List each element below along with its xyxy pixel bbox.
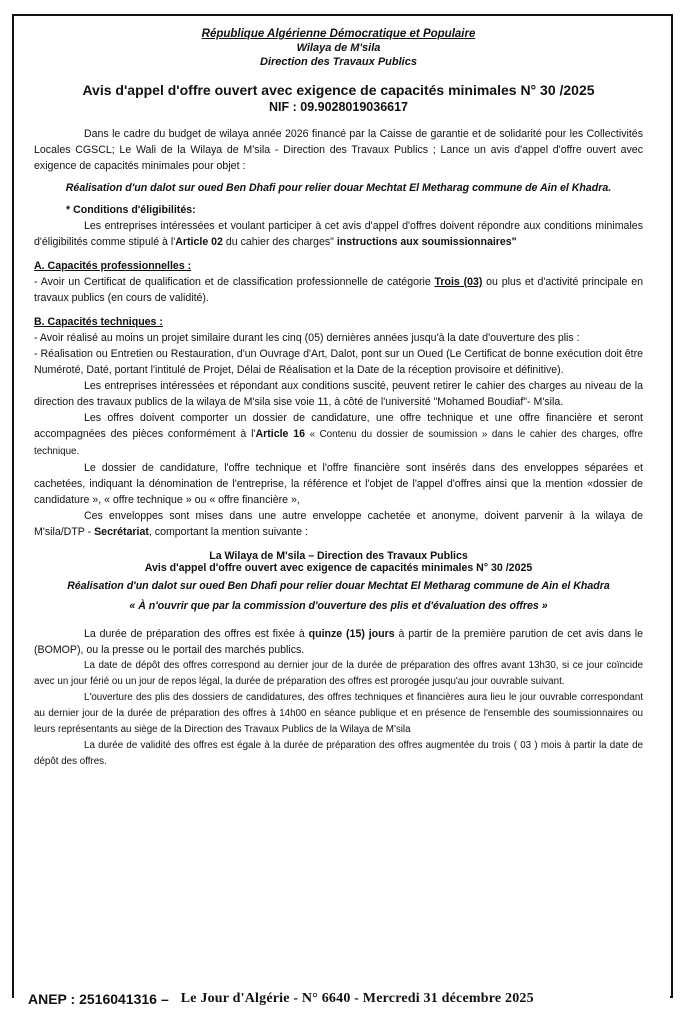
secretariat-label: Secrétariat [94,526,149,538]
deposit-paragraph: La date de dépôt des offres correspond au dernier jour de la durée de préparation des offres avant 13h30, si ce jour coïncide avec un jour férié ou un jour de repos légal, la durée de préparation des offres est prorogée jusqu'au jour ouvrable suivant. [34,660,643,687]
mention-line-2: Avis d'appel d'offre ouvert avec exigence de capacités minimales N° 30 /2025 [144,562,533,574]
republic-header: République Algérienne Démocratique et Populaire [201,28,476,40]
technical-capacities-item-1: - Avoir réalisé au moins un projet similaire durant les cinq (05) dernières années jusqu'à la date d'ouverture des plis : [34,332,580,344]
professional-capacities-text [34,274,643,306]
conditions-mid: du cahier des charges" [222,236,337,248]
notice-title: Avis d'appel d'offre ouvert avec exigence de capacités minimales N° 30 /2025 [82,82,595,98]
cap-pro-category: Trois (03) [434,276,483,288]
withdrawal-paragraph: Les entreprises intéressées et répondant aux conditions suscité, peuvent retirer le cahier des charges au niveau de la direction des travaux publics de la wilaya de M'sila sise voie 11, à côté de l'université "Mohamed Boudiaf"- M'sila. [34,380,643,408]
anonymous-text-b: , comportant la mention suivante : [148,526,308,538]
direction-header: Direction des Travaux Publics [260,56,417,68]
technical-capacities-item-2: - Réalisation ou Entretien ou Restauration, d'un Ouvrage d'Art, Dalot, pont sur un Oued (Le Certificat de bonne exécution doit être Numéroté, Daté, portant l'intitulé de Projet, Délai de Réalisation et la Date de la réception provisoire et définitive). [34,348,643,376]
nif-number: NIF : 09.9028019036617 [269,100,408,114]
project-object: Réalisation d'un dalot sur oued Ben Dhafi pour relier douar Mechtat El Metharag commune de Ain el Khadra. [65,182,612,194]
duration-text-a: La durée de préparation des offres est fixée à [84,628,309,640]
offers-text-b: « Contenu du dossier de soumission » dans le cahier des charges, offre technique. [34,429,644,457]
preparation-duration-paragraph [34,626,643,658]
opening-paragraph: L'ouverture des plis des dossiers de candidatures, des offres techniques et financières aura lieu le jour ouvrable correspondant au dernier jour de la durée de préparation des offres à 14h00 en séance publique et en présence de l'ensemble des soumissionnaires ou leurs représentants au siège de la Direction des Travaux Publics de la Wilaya de M'sila [34,692,643,735]
envelopes-paragraph: Le dossier de candidature, l'offre technique et l'offre financière sont insérés dans des enveloppes séparées et cachetées, indiquant la dénomination de l'entreprise, la référence et l'objet de l'appel d'offres ainsi que la mention «dossier de candidature », « offre technique » ou « offre financière », [34,462,643,506]
cap-pro-text-b: ou plus et d'activité principale en travaux publics (en cours de validité). [34,276,643,304]
duration-days: quinze (15) jours [308,628,395,640]
conditions-instructions: instructions aux soumissionnaires" [336,236,517,248]
anonymous-envelope-paragraph [34,508,643,540]
offers-paragraph [34,410,643,460]
wilaya-header: Wilaya de M'sila [296,42,381,54]
anonymous-text-a: Ces enveloppes sont mises dans une autre enveloppe cachetée et anonyme, doivent parvenir à la wilaya de M'sila/DTP - [34,510,643,538]
offers-article: Article 16 [255,428,306,440]
mention-line-1: La Wilaya de M'sila – Direction des Travaux Publics [209,550,468,562]
conditions-article: Article 02 [175,236,223,248]
technical-capacities-heading: B. Capacités techniques : [34,316,163,328]
validity-paragraph: La durée de validité des offres est égale à la durée de préparation des offres augmentée du trois ( 03 ) mois à partir la date de dépôt des offres. [34,740,643,767]
footer-separator: – [160,991,169,1007]
notice-frame [12,14,673,998]
conditions-text: Les entreprises intéressées et voulant participer à cet avis d'appel d'offres doivent répondre aux conditions minimales d'éligibilités comme stipulé à l' [34,220,643,248]
anep-reference: ANEP : 2516041316 [28,991,157,1007]
intro-paragraph: Dans le cadre du budget de wilaya année 2026 financé par la Caisse de garantie et de solidarité pour les Collectivités Locales CGSCL; Le Wali de la Wilaya de M'sila - Direction des Travaux Publics ; Lance un avis d'appel d'offre ouvert avec exigence de capacités minimales pour objet : [34,128,643,172]
conditions-paragraph [34,218,643,250]
professional-capacities-heading: A. Capacités professionnelles : [34,260,192,272]
journal-reference: Le Jour d'Algérie - N° 6640 - Mercredi 31 décembre 2025 [180,991,534,1006]
duration-text-b: à partir de la première parution de cet avis dans le (BOMOP), ou la presse ou le portail des marchés publics. [34,628,644,656]
cap-pro-text-a: - Avoir un Certificat de qualification et de classification professionnelle de catégorie [34,276,435,288]
footer [14,988,670,1010]
mention-line-3: Réalisation d'un dalot sur oued Ben Dhafi pour relier douar Mechtat El Metharag commune de Ain el Khadra [67,580,610,592]
conditions-heading: * Conditions d'éligibilités: [66,204,196,216]
offers-text-a: Les offres doivent comporter un dossier de candidature, une offre technique et une offre financière et seront accompagnées des pièces conformément à l' [34,412,643,440]
mention-line-4: « À n'ouvrir que par la commission d'ouverture des plis et d'évaluation des offres » [129,600,548,612]
